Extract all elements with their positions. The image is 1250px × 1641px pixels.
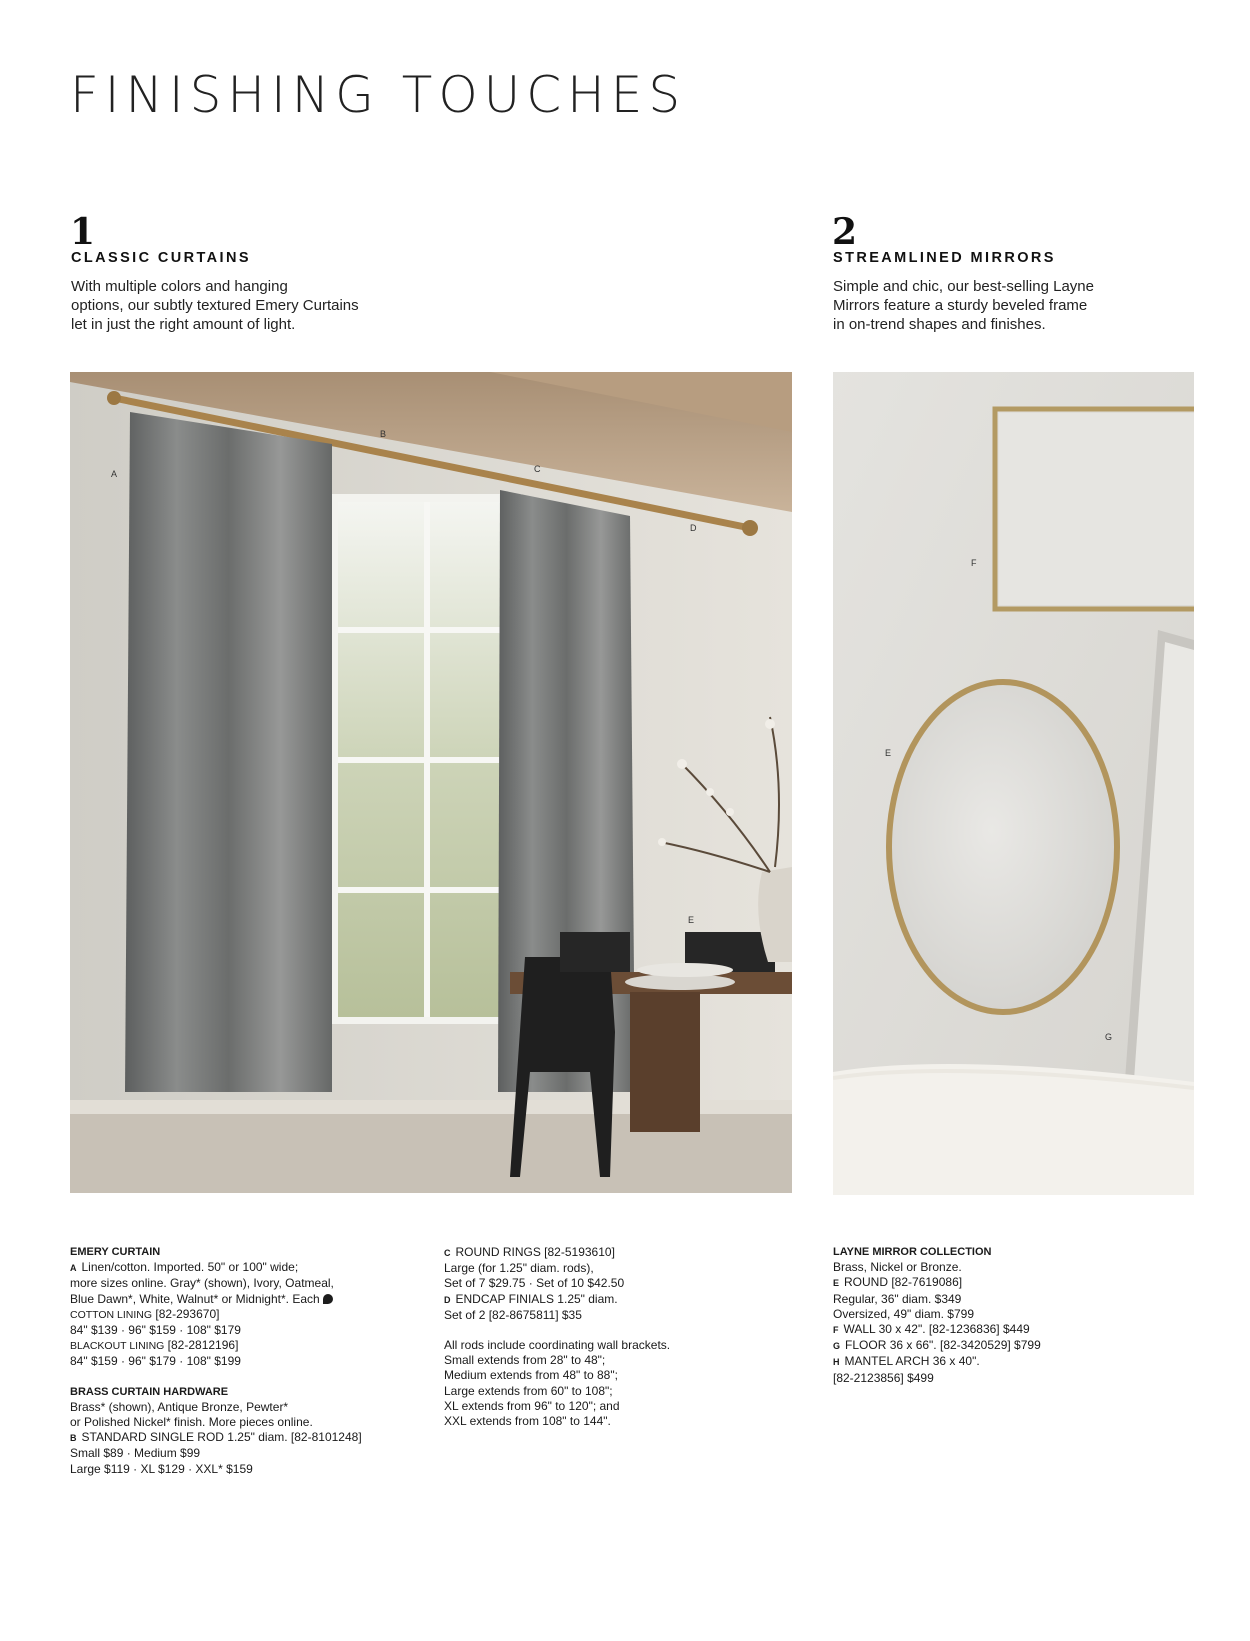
leaf-badge-icon <box>323 1294 333 1304</box>
finials-price: Set of 2 [82-8675811] $35 <box>444 1307 582 1322</box>
emery-colors-line: more sizes online. Gray* (shown), Ivory, Oatmeal, <box>70 1276 334 1291</box>
callout-b: B <box>380 429 387 439</box>
wall-mirror-text: WALL 30 x 42". [82-1236836] $449 <box>843 1322 1030 1337</box>
rods-line: All rods include coordinating wall brackets. <box>444 1338 671 1353</box>
round-regular-price: Regular, 36" diam. $349 <box>833 1291 962 1306</box>
finials-line <box>444 1292 804 1308</box>
round-oversized-price: Oversized, 49" diam. $799 <box>833 1306 974 1321</box>
cotton-lining-sku: [82-293670] <box>152 1306 220 1321</box>
mantel-mirror-line <box>833 1354 1193 1370</box>
hardware-heading: BRASS CURTAIN HARDWARE <box>70 1385 229 1398</box>
emery-curtain-copy <box>70 1245 430 1477</box>
rings-size-line: Large (for 1.25" diam. rods), <box>444 1261 594 1276</box>
section-blurb-mirrors <box>833 277 1094 334</box>
section-number-2: 2 <box>832 211 858 253</box>
cotton-lining-line <box>70 1307 430 1323</box>
key-f: F <box>833 1325 839 1336</box>
emery-line-a <box>70 1260 430 1276</box>
hardware-finish-line-2: or Polished Nickel* finish. More pieces online. <box>70 1415 313 1430</box>
rings-prices: Set of 7 $29.75 · Set of 10 $42.50 <box>444 1276 625 1291</box>
blurb-line: options, our subtly textured Emery Curtains <box>71 297 359 314</box>
rod-line <box>70 1430 430 1446</box>
round-mirror-line <box>833 1275 1193 1291</box>
callout-d: D <box>690 523 697 533</box>
mirrors-finish-line: Brass, Nickel or Bronze. <box>833 1260 962 1275</box>
key-c: C <box>444 1248 451 1258</box>
blackout-lining-sku: [82-2812196] <box>164 1338 239 1353</box>
spacer <box>444 1323 804 1338</box>
section-number-1: 1 <box>70 211 96 253</box>
blackout-lining-line <box>70 1338 430 1354</box>
curtains-room-illustration <box>70 372 792 1193</box>
rings-finials-copy <box>444 1245 804 1429</box>
blackout-lining-label: BLACKOUT LINING <box>70 1340 165 1353</box>
emery-colors-text: Blue Dawn*, White, Walnut* or Midnight*. Each <box>70 1291 320 1306</box>
wall-mirror-line <box>833 1322 1193 1338</box>
mirror-collection-copy <box>833 1245 1193 1386</box>
section-heading-curtains: CLASSIC CURTAINS <box>71 250 251 266</box>
curtains-photo <box>70 372 792 1193</box>
blurb-line: Simple and chic, our best-selling Layne <box>833 278 1094 295</box>
cotton-lining-prices: 84" $139 · 96" $159 · 108" $179 <box>70 1323 241 1338</box>
mantel-mirror-price: [82-2123856] $499 <box>833 1370 934 1385</box>
rods-line: Medium extends from 48" to 88"; <box>444 1368 618 1383</box>
callout-e-mirror: E <box>885 748 892 758</box>
key-h: H <box>833 1357 840 1368</box>
key-b: B <box>70 1433 77 1444</box>
callout-f: F <box>971 558 977 568</box>
emery-heading: EMERY CURTAIN <box>70 1246 161 1258</box>
floor-mirror-line <box>833 1338 1193 1354</box>
callout-e: E <box>688 915 695 925</box>
mirrors-heading: LAYNE MIRROR COLLECTION <box>833 1246 992 1258</box>
rod-prices-2: Large $119 · XL $129 · XXL* $159 <box>70 1461 253 1476</box>
blurb-line: in on-trend shapes and finishes. <box>833 316 1046 333</box>
section-blurb-curtains <box>71 277 359 334</box>
round-mirror-text: ROUND [82-7619086] <box>844 1275 963 1290</box>
rod-prices-1: Small $89 · Medium $99 <box>70 1446 201 1461</box>
rods-line: Small extends from 28" to 48"; <box>444 1353 606 1368</box>
floor-mirror-text: FLOOR 36 x 66". [82-3420529] $799 <box>845 1338 1041 1353</box>
callout-c: C <box>534 464 541 474</box>
finials-text: ENDCAP FINIALS 1.25" diam. <box>455 1291 618 1306</box>
key-d: D <box>444 1294 451 1305</box>
rods-line: XXL extends from 108" to 144". <box>444 1414 611 1429</box>
key-g: G <box>833 1341 841 1352</box>
mantel-mirror-text: MANTEL ARCH 36 x 40". <box>844 1354 980 1369</box>
callout-g: G <box>1105 1032 1113 1042</box>
cotton-lining-label: COTTON LINING <box>70 1308 153 1321</box>
callout-a: A <box>111 469 118 479</box>
hardware-finish-line: Brass* (shown), Antique Bronze, Pewter* <box>70 1399 289 1414</box>
blurb-line: let in just the right amount of light. <box>71 316 296 333</box>
mirrors-room-illustration <box>833 372 1194 1195</box>
rods-line: XL extends from 96" to 120"; and <box>444 1398 620 1413</box>
key-a: A <box>70 1263 77 1274</box>
blurb-line: With multiple colors and hanging <box>71 278 288 295</box>
blackout-lining-prices: 84" $159 · 96" $179 · 108" $199 <box>70 1354 241 1369</box>
spacer <box>70 1370 430 1385</box>
rings-line <box>444 1245 804 1261</box>
rings-text: ROUND RINGS [82-5193610] <box>455 1245 615 1259</box>
emery-a-text: Linen/cotton. Imported. 50" or 100" wide; <box>81 1260 299 1275</box>
mirrors-photo <box>833 372 1194 1195</box>
rods-line: Large extends from 60" to 108"; <box>444 1383 613 1398</box>
page-title: FINISHING TOUCHES <box>70 66 687 124</box>
blurb-line: Mirrors feature a sturdy beveled frame <box>833 297 1088 314</box>
rod-text: STANDARD SINGLE ROD 1.25" diam. [82-8101248] <box>81 1430 362 1445</box>
key-e: E <box>833 1278 840 1289</box>
emery-colors-line-2 <box>70 1292 430 1307</box>
section-heading-mirrors: STREAMLINED MIRRORS <box>833 250 1056 266</box>
